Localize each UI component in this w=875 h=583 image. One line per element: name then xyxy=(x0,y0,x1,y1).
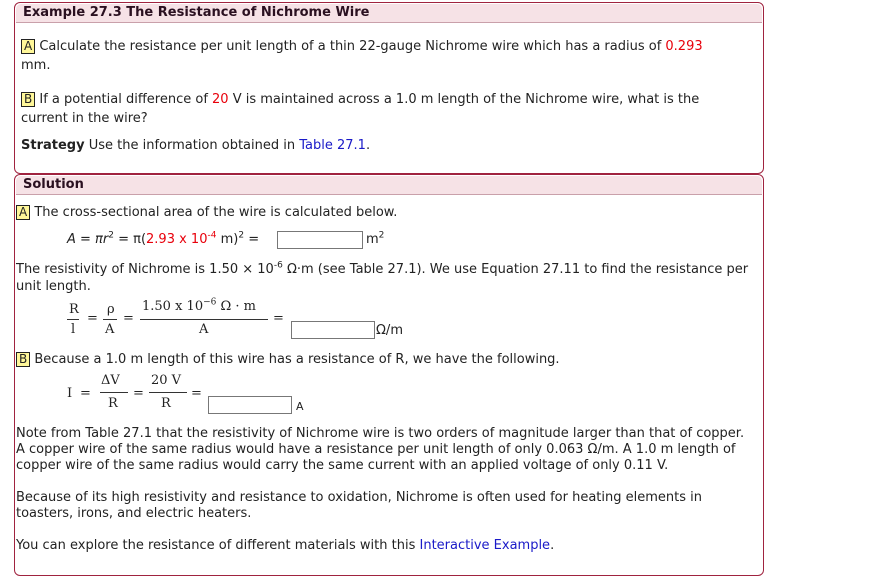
frac-rho: ρ xyxy=(107,302,115,317)
current-i: I xyxy=(67,386,73,401)
part-b-question-cont: current in the wire? xyxy=(21,111,148,126)
strategy: Strategy Use the information obtained in Table 27.1. xyxy=(21,138,371,153)
eq-sign-2: = xyxy=(123,311,134,326)
area-equation: $A = \pi r^2 = \pi(2.93$ x $10^{-4}$ m)$^2$ = xyxy=(67,230,260,247)
eq-sign-5: = xyxy=(133,386,144,401)
frac-r-den: R xyxy=(108,396,118,411)
part-a-question: A Calculate the resistance per unit length of a thin 22-gauge Nichrome wire which has a radius of 0.293 xyxy=(21,39,703,54)
resistivity-text: The resistivity of Nichrome is $1.50 \times 10^{-6}$ Ω·m (see Table 27.1). We use Equation 27.11 to find the resistance per xyxy=(16,260,749,277)
resistance-per-length-input[interactable] xyxy=(291,321,375,339)
note-line-1: Note from Table 27.1 that the resistivity of Nichrome wire is two orders of magnitude larger than that of copper. xyxy=(16,426,745,441)
part-a-question-cont: mm. xyxy=(21,58,51,73)
frac-r: R xyxy=(69,302,79,317)
radius-value: 0.293 xyxy=(665,39,703,54)
frac-line-20v xyxy=(149,392,187,393)
explore-text: You can explore the resistance of different materials with this Interactive Example. xyxy=(16,538,555,553)
example-title: Example 27.3 The Resistance of Nichrome Wire xyxy=(23,5,370,20)
voltage-value: 20 xyxy=(212,92,229,107)
frac-l: l xyxy=(71,322,76,337)
part-b-question: B If a potential difference of 20 V is maintained across a 1.0 m length of the Nichrome wire, what is the xyxy=(21,92,699,107)
current-unit: A xyxy=(296,400,304,413)
because-line-1: Because of its high resistivity and resistance to oxidation, Nichrome is often used for heating elements in xyxy=(16,490,703,505)
solution-title: Solution xyxy=(23,177,84,192)
example-panel xyxy=(14,2,764,174)
solution-b-intro: B Because a 1.0 m length of this wire has a resistance of R, we have the following. xyxy=(16,352,560,367)
resistivity-text-cont: unit length. xyxy=(16,279,91,294)
frac-r-den-2: R xyxy=(161,396,171,411)
frac-delta-v: ΔV xyxy=(101,373,120,388)
current-answer-input[interactable] xyxy=(208,396,292,414)
frac-numerator: 1.50 x $10^{-6}$ Ω · m xyxy=(142,297,257,314)
interactive-example-link[interactable]: Interactive Example xyxy=(419,538,551,553)
area-answer-input[interactable] xyxy=(277,231,363,249)
eq-sign-4: = xyxy=(80,386,91,401)
frac-line-dv xyxy=(100,392,128,393)
example-title-bar xyxy=(16,4,762,23)
part-a-badge: A xyxy=(21,39,35,54)
frac-denominator: A xyxy=(199,322,209,337)
solution-title-bar xyxy=(16,176,762,195)
note-line-2: A copper wire of the same radius would have a resistance per unit length of only 0.063 Ω/m. A 1.0 m length of xyxy=(16,442,736,457)
solution-a-intro: A The cross-sectional area of the wire is calculated below. xyxy=(16,205,397,220)
frac-line-rl xyxy=(67,319,79,320)
solution-a-badge: A xyxy=(16,205,30,220)
area-radius: 2.93 x 10 xyxy=(146,232,208,247)
table-27-1-link[interactable]: Table 27.1 xyxy=(299,138,366,153)
frac-a: A xyxy=(105,322,115,337)
frac-20v: 20 V xyxy=(151,373,182,388)
solution-panel xyxy=(14,174,764,576)
eq-sign-1: = xyxy=(87,311,98,326)
frac-line-rho xyxy=(103,319,117,320)
frac-line-main xyxy=(140,319,268,320)
part-b-badge: B xyxy=(21,92,35,107)
because-line-2: toasters, irons, and electric heaters. xyxy=(16,506,252,521)
solution-b-badge: B xyxy=(16,352,30,367)
eq-sign-6: = xyxy=(191,386,202,401)
note-line-3: copper wire of the same radius would carry the same current with an applied voltage of only 0.11 V. xyxy=(16,458,669,473)
strategy-label: Strategy xyxy=(21,138,85,153)
rl-unit: Ω/m xyxy=(376,323,403,338)
area-unit: $m^2$ xyxy=(366,230,385,247)
eq-sign-3: = xyxy=(273,311,284,326)
